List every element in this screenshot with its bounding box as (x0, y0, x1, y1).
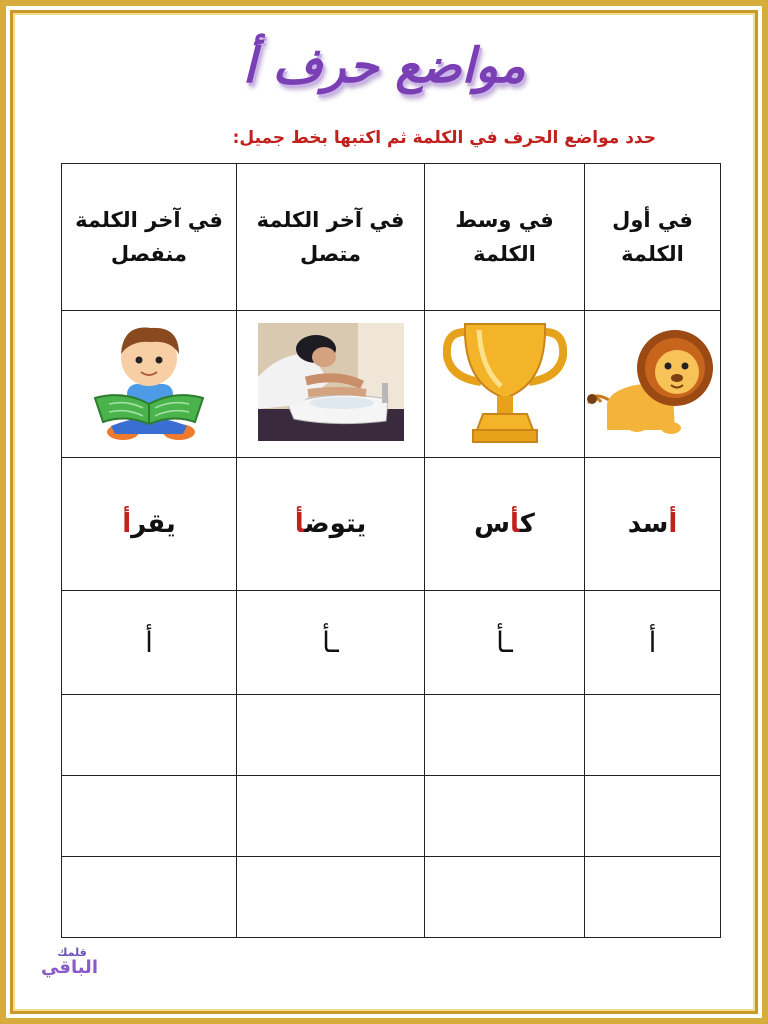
word-end-separate-prefix: يقر (131, 509, 176, 539)
form-cell-start: أ (585, 591, 721, 695)
word-middle-suffix: س (474, 509, 510, 539)
word-middle-letter: أ (510, 509, 520, 539)
writing-cell[interactable] (62, 857, 237, 938)
reading-boy-cell (62, 311, 237, 458)
writing-cell[interactable] (585, 695, 721, 776)
ablution-cell (237, 311, 425, 458)
writing-cell[interactable] (237, 776, 425, 857)
word-cell-start (585, 458, 721, 591)
writing-cell[interactable] (62, 776, 237, 857)
writing-cell[interactable] (425, 695, 585, 776)
header-cell-end-connected (237, 164, 425, 311)
instruction-text: حدد مواضع الحرف في الكلمة ثم اكتبها بخط جميل: (232, 128, 656, 148)
header-cell-middle (425, 164, 585, 311)
publisher-logo (40, 945, 98, 978)
pictures-row (62, 311, 721, 458)
reading-boy-icon (87, 320, 211, 444)
writing-cell[interactable] (585, 776, 721, 857)
writing-cell[interactable] (425, 776, 585, 857)
writing-cell[interactable] (585, 857, 721, 938)
header-row (62, 164, 721, 311)
logo-line-2: الباقي (40, 957, 98, 978)
word-start-letter: أ (668, 509, 678, 539)
writing-row-3 (62, 857, 721, 938)
letter-positions-table (61, 163, 721, 938)
words-row (62, 458, 721, 591)
header-start-label: في أول الكلمة (612, 208, 693, 266)
word-cell-middle (425, 458, 585, 591)
lion-cell (585, 311, 721, 458)
writing-row-1 (62, 695, 721, 776)
logo-line-1: قلمك (57, 946, 87, 959)
trophy-cell (425, 311, 585, 458)
header-cell-start (585, 164, 721, 311)
word-cell-end-separate (62, 458, 237, 591)
writing-cell[interactable] (62, 695, 237, 776)
word-cell-end-connected (237, 458, 425, 591)
header-middle-label: في وسط الكلمة (455, 208, 554, 266)
form-cell-middle: ـأ (425, 591, 585, 695)
trophy-icon (443, 318, 567, 446)
word-middle-prefix: ك (519, 509, 535, 539)
header-end-connected-label: في آخر الكلمة متصل (256, 208, 405, 266)
writing-cell[interactable] (237, 695, 425, 776)
writing-row-2 (62, 776, 721, 857)
writing-cell[interactable] (237, 857, 425, 938)
worksheet-title: مواضع حرف أ (242, 38, 526, 94)
writing-cell[interactable] (425, 857, 585, 938)
letter-forms-row (62, 591, 721, 695)
form-cell-end-separate: أ (62, 591, 237, 695)
word-end-connected-letter: أ (294, 509, 305, 539)
word-end-connected-prefix: يتوض (304, 509, 367, 539)
header-end-separate-label: في آخر الكلمة منفصل (75, 208, 223, 266)
lion-icon (587, 322, 719, 442)
ablution-photo (258, 323, 404, 441)
word-end-separate-letter: أ (122, 509, 132, 539)
word-start-suffix: سد (627, 509, 669, 539)
header-cell-end-separate (62, 164, 237, 311)
form-cell-end-connected: ـأ (237, 591, 425, 695)
